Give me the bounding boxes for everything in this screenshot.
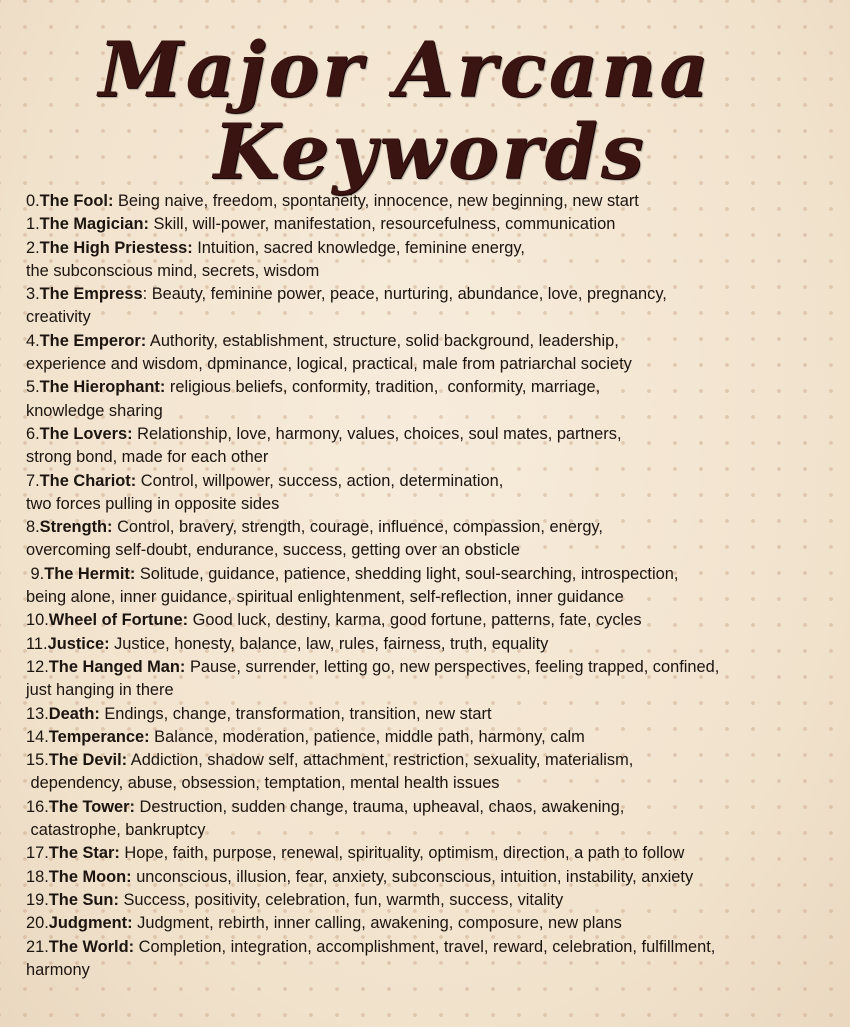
card-keywords: Control, bravery, strength, courage, influence, compassion, energy, (112, 518, 603, 537)
card-keywords: Authority, establishment, structure, solid background, leadership, (146, 331, 619, 350)
card-keywords: Justice, honesty, balance, law, rules, fairness, truth, equality (109, 634, 549, 653)
card-keywords: Solitude, guidance, patience, shedding light, soul-searching, introspection, (135, 564, 679, 583)
card-keywords-continued: strong bond, made for each other (26, 448, 269, 467)
card-name: The Chariot: (39, 471, 137, 490)
page-title (0, 25, 850, 196)
card-number: 1. (26, 215, 40, 234)
entry-first-line (26, 516, 841, 539)
entry-first-line (26, 936, 841, 959)
entry-first-line (26, 749, 841, 772)
card-keywords: Hope, faith, purpose, renewal, spirituality, optimism, direction, a path to follow (119, 844, 685, 863)
card-name: The High Priestess: (39, 238, 193, 257)
keyword-list (26, 190, 841, 982)
list-item (26, 796, 841, 843)
card-name: Temperance: (48, 727, 150, 746)
card-keywords-continued: just hanging in there (26, 681, 174, 700)
card-number: 0. (26, 192, 40, 210)
card-keywords: Intuition, sacred knowledge, feminine energy, (192, 238, 525, 257)
card-keywords: Completion, integration, accomplishment, travel, reward, celebration, fulfillment, (134, 937, 716, 956)
card-name: The Moon: (48, 867, 132, 886)
entry-first-line (26, 726, 841, 749)
list-item (26, 912, 841, 935)
card-number: 9. (26, 564, 45, 583)
card-keywords-continued: creativity (26, 308, 91, 327)
card-name: The Hermit: (44, 564, 136, 583)
list-item (26, 423, 841, 470)
card-keywords: Addiction, shadow self, attachment, restriction, sexuality, materialism, (127, 751, 634, 770)
entry-first-line (26, 190, 841, 213)
card-keywords-continued: overcoming self-doubt, endurance, success, getting over an obsticle (26, 541, 520, 560)
card-keywords: Endings, change, transformation, transition, new start (99, 704, 492, 723)
card-name: The Lovers: (39, 424, 133, 443)
entry-first-line (26, 470, 841, 493)
card-name: Justice: (47, 634, 110, 653)
card-keywords-continued: knowledge sharing (26, 401, 163, 420)
entry-first-line (26, 866, 841, 889)
list-item (26, 516, 841, 563)
card-name: The Star: (48, 844, 120, 863)
card-name: The Devil: (48, 751, 128, 770)
card-number: 18. (26, 867, 49, 886)
card-name: The Empress (39, 285, 143, 304)
card-keywords: Skill, will-power, manifestation, resourcefulness, communication (148, 215, 616, 234)
card-number: 2. (26, 238, 40, 257)
card-keywords-continued: harmony (26, 960, 90, 979)
card-keywords: unconscious, illusion, fear, anxiety, subconscious, intuition, instability, anxiety (131, 867, 694, 886)
entry-first-line (26, 889, 841, 912)
card-keywords-continued: catastrophe, bankruptcy (26, 821, 206, 840)
card-keywords: religious beliefs, conformity, tradition, conformity, marriage, (165, 378, 601, 397)
card-name: Judgment: (48, 914, 133, 933)
card-name: The Emperor: (39, 331, 147, 350)
entry-first-line (26, 703, 841, 726)
list-item (26, 749, 841, 796)
card-keywords-continued: dependency, abuse, obsession, temptation, mental health issues (26, 774, 500, 793)
list-item (26, 866, 841, 889)
card-number: 21. (26, 937, 49, 956)
list-item (26, 283, 841, 330)
card-number: 5. (26, 378, 40, 397)
list-item (26, 563, 841, 610)
entry-first-line (26, 237, 841, 260)
entry-first-line (26, 796, 841, 819)
card-keywords: Good luck, destiny, karma, good fortune, patterns, fate, cycles (188, 611, 642, 630)
card-name: The Tower: (48, 797, 135, 816)
card-keywords: : Beauty, feminine power, peace, nurturing, abundance, love, pregnancy, (142, 285, 667, 304)
card-keywords: Judgment, rebirth, inner calling, awakening, composure, new plans (132, 914, 622, 933)
list-item (26, 633, 841, 656)
card-keywords: Being naive, freedom, spontaneity, innocence, new beginning, new start (113, 192, 639, 210)
card-number: 17. (26, 844, 49, 863)
card-number: 8. (26, 518, 40, 537)
card-name: Death: (48, 704, 100, 723)
card-name: The Hierophant: (39, 378, 166, 397)
card-keywords: Success, positivity, celebration, fun, warmth, success, vitality (118, 890, 564, 909)
card-keywords-continued: experience and wisdom, dpminance, logical, practical, male from patriarchal society (26, 355, 632, 374)
card-name: The Magician: (39, 215, 149, 234)
list-item (26, 609, 841, 632)
entry-first-line (26, 423, 841, 446)
list-item (26, 726, 841, 749)
entry-first-line (26, 912, 841, 935)
list-item (26, 237, 841, 284)
card-name: The World: (48, 937, 135, 956)
entry-first-line (26, 330, 841, 353)
card-name: The Fool: (39, 192, 114, 210)
title-line-1: Major Arcana (98, 25, 712, 114)
card-number: 19. (26, 890, 49, 909)
card-number: 7. (26, 471, 40, 490)
list-item (26, 330, 841, 377)
entry-first-line (26, 842, 841, 865)
card-number: 10. (26, 611, 49, 630)
card-name: The Sun: (48, 890, 119, 909)
card-keywords-continued: the subconscious mind, secrets, wisdom (26, 261, 320, 280)
entry-first-line (26, 656, 841, 679)
card-keywords: Pause, surrender, letting go, new perspectives, feeling trapped, confined, (185, 657, 720, 676)
entry-first-line (26, 633, 841, 656)
list-item (26, 190, 841, 213)
entry-first-line (26, 376, 841, 399)
entry-first-line (26, 563, 841, 586)
card-number: 16. (26, 797, 49, 816)
card-number: 13. (26, 704, 49, 723)
card-number: 11. (26, 634, 48, 653)
list-item (26, 656, 841, 703)
card-number: 6. (26, 424, 40, 443)
card-name: Wheel of Fortune: (48, 611, 189, 630)
list-item (26, 376, 841, 423)
title-line-2: Keywords (213, 107, 647, 196)
card-keywords-continued: two forces pulling in opposite sides (26, 494, 280, 513)
card-number: 15. (26, 751, 49, 770)
entry-first-line (26, 283, 841, 306)
card-number: 3. (26, 285, 40, 304)
list-item (26, 213, 841, 236)
card-keywords: Destruction, sudden change, trauma, upheaval, chaos, awakening, (135, 797, 625, 816)
entry-first-line (26, 213, 841, 236)
entry-first-line (26, 609, 841, 632)
card-number: 12. (26, 657, 49, 676)
card-number: 14. (26, 727, 49, 746)
list-item (26, 470, 841, 517)
card-name: The Hanged Man: (48, 657, 186, 676)
card-number: 4. (26, 331, 40, 350)
card-name: Strength: (39, 518, 113, 537)
card-number: 20. (26, 914, 49, 933)
list-item (26, 703, 841, 726)
card-keywords: Relationship, love, harmony, values, choices, soul mates, partners, (132, 424, 622, 443)
card-keywords-continued: being alone, inner guidance, spiritual enlightenment, self-reflection, inner guidance (26, 588, 624, 607)
list-item (26, 842, 841, 865)
list-item (26, 889, 841, 912)
list-item (26, 936, 841, 983)
card-keywords: Balance, moderation, patience, middle path, harmony, calm (149, 727, 585, 746)
card-keywords: Control, willpower, success, action, determination, (136, 471, 504, 490)
